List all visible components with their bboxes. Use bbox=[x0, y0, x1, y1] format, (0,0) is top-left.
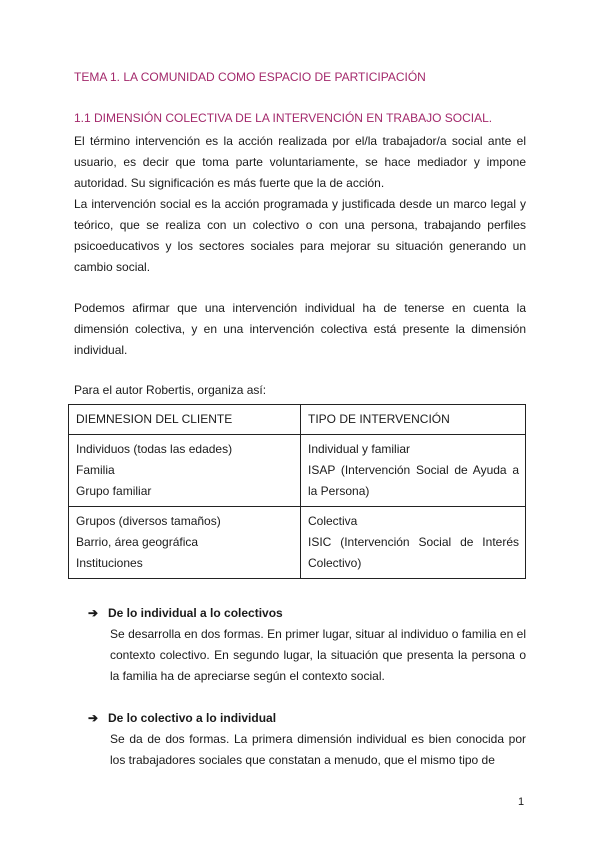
cell-line: Individuos (todas las edades) bbox=[76, 442, 233, 456]
bullet-heading-text: De lo colectivo a lo individual bbox=[108, 711, 277, 725]
intervention-table bbox=[68, 404, 526, 579]
table-intro: Para el autor Robertis, organiza así: bbox=[74, 383, 267, 397]
page-number: 1 bbox=[518, 796, 525, 808]
table-row bbox=[69, 507, 526, 579]
document-title: TEMA 1. LA COMUNIDAD COMO ESPACIO DE PARTICIPACIÓN bbox=[74, 70, 426, 84]
paragraph-definition: El término intervención es la acción realizada por el/la trabajador/a social ante el usuario, es decir que toma parte voluntariamente, se hace mediador y impone autoridad. Su significación es más fuerte que la de acción. bbox=[74, 134, 526, 190]
table-header-client-dimension: DIEMNESION DEL CLIENTE bbox=[69, 405, 301, 435]
bullet-collective-to-individual bbox=[88, 708, 526, 771]
cell-line: Individual y familiar bbox=[308, 442, 411, 456]
table-header-intervention-type: TIPO DE INTERVENCIÓN bbox=[301, 405, 526, 435]
table-row bbox=[69, 435, 526, 507]
cell-line: Grupo familiar bbox=[76, 484, 152, 498]
cell-line: Familia bbox=[76, 463, 115, 477]
bullet-heading bbox=[88, 708, 526, 729]
table-cell bbox=[69, 507, 301, 579]
table-header-row bbox=[69, 405, 526, 435]
cell-line: Instituciones bbox=[76, 556, 143, 570]
cell-line: Barrio, área geográfica bbox=[76, 535, 199, 549]
table-cell bbox=[301, 435, 526, 507]
bullet-text: Se da de dos formas. La primera dimensión individual es bien conocida por los trabajadores sociales que constatan a menudo, que el mismo tipo de bbox=[110, 732, 526, 767]
cell-text: ISIC (Intervención Social de Interés Colectivo) bbox=[308, 535, 519, 570]
bullet-heading bbox=[88, 603, 526, 624]
paragraph-social-intervention: La intervención social es la acción programada y justificada desde un marco legal y teórico, que se realiza con un colectivo o con una persona, trabajando perfiles psicoeducativos y los sectores sociales para mejorar su situación generando un cambio social. bbox=[74, 197, 526, 274]
cell-text: ISAP (Intervención Social de Ayuda a la Persona) bbox=[308, 463, 519, 498]
bullet-individual-to-collective bbox=[88, 603, 526, 687]
arrow-right-icon: ➔ bbox=[88, 606, 99, 620]
table-cell bbox=[69, 435, 301, 507]
table-cell bbox=[301, 507, 526, 579]
cell-line: Grupos (diversos tamaños) bbox=[76, 514, 221, 528]
bullet-heading-text: De lo individual a lo colectivos bbox=[108, 606, 283, 620]
section-heading: 1.1 DIMENSIÓN COLECTIVA DE LA INTERVENCIÓN EN TRABAJO SOCIAL. bbox=[74, 111, 493, 125]
paragraph-dimension: Podemos afirmar que una intervención individual ha de tenerse en cuenta la dimensión colectiva, y en una intervención colectiva está presente la dimensión individual. bbox=[74, 301, 526, 357]
cell-line: Colectiva bbox=[308, 514, 358, 528]
arrow-right-icon: ➔ bbox=[88, 711, 99, 725]
bullet-text: Se desarrolla en dos formas. En primer lugar, situar al individuo o familia en el contexto colectivo. En segundo lugar, la situación que presenta la persona o la familia ha de apreciarse según el contexto social. bbox=[110, 627, 526, 683]
